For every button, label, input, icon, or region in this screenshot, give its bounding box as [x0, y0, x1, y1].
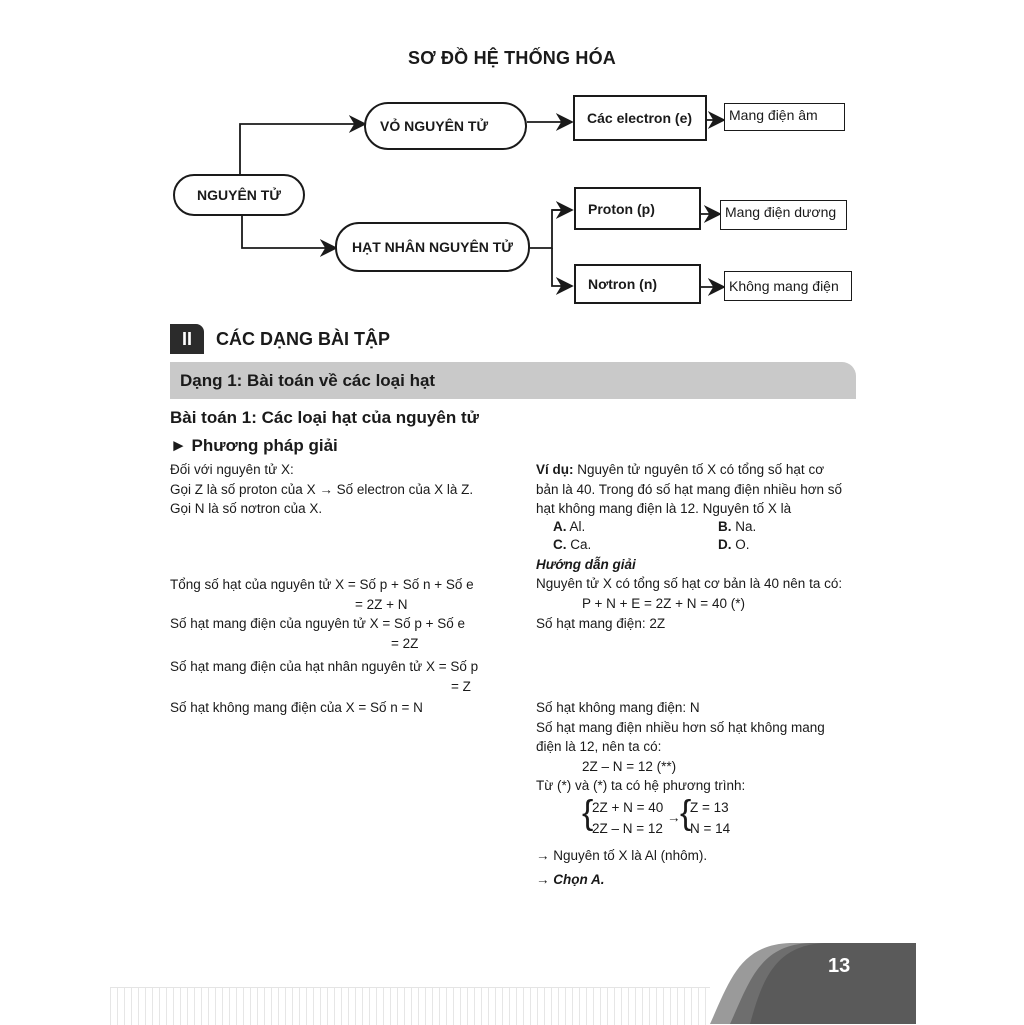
system-eq-2: 2Z – N = 12 [592, 821, 663, 836]
formula-total-result: = 2Z + N [355, 597, 408, 612]
option-d [718, 535, 750, 555]
solution-line-3: Số hạt mang điện: 2Z [536, 616, 666, 631]
phuong-phap-heading: ► Phương pháp giải [170, 436, 338, 455]
node-electron [573, 95, 707, 141]
diagram-connectors [0, 0, 1024, 320]
node-label: Proton (p) [588, 200, 655, 217]
dang-banner [170, 362, 856, 399]
answer-line [536, 870, 605, 890]
option-text: Na. [731, 519, 757, 534]
system-eq-1: 2Z + N = 40 [592, 800, 664, 815]
option-c [553, 535, 591, 555]
option-a [553, 517, 585, 537]
bai-toan-heading: Bài toán 1: Các loại hạt của nguyên tử [170, 408, 479, 427]
node-proton [574, 187, 701, 230]
node-hat-nhan [335, 222, 530, 272]
formula-total: Tổng số hạt của nguyên tử X = Số p + Số n + Số e [170, 577, 474, 592]
node-label: HẠT NHÂN NGUYÊN TỬ [352, 239, 513, 255]
node-label: NGUYÊN TỬ [197, 187, 281, 203]
system-result-2: N = 14 [690, 821, 731, 836]
brace-right: { [680, 794, 692, 832]
node-label: VỎ NGUYÊN TỬ [380, 118, 489, 134]
answer-text: Chọn A. [553, 872, 605, 887]
conclusion-line: → Nguyên tố X là Al (nhôm). [536, 848, 708, 863]
example-line-2: bản là 40. Trong đó số hạt mang điện nhiều hơn số [536, 482, 843, 497]
page-title: SƠ ĐỒ HỆ THỐNG HÓA [408, 48, 616, 68]
node-label: Không mang điện [729, 278, 839, 294]
option-letter: B. [718, 519, 732, 534]
node-label: Nơtron (n) [588, 276, 658, 292]
option-text: Al. [566, 519, 586, 534]
formula-nucleus: Số hạt mang điện của hạt nhân nguyên tử X = Số p [170, 659, 479, 674]
solution-eq-2: 2Z – N = 12 (**) [582, 759, 677, 774]
solution-line-8: Từ (*) và (*) ta có hệ phương trình: [536, 778, 746, 793]
section-badge: II [170, 324, 204, 354]
solution-line-1: Nguyên tử X có tổng số hạt cơ bản là 40 nên ta có: [536, 576, 843, 591]
example-label: Ví dụ: [536, 462, 574, 477]
section-title: CÁC DẠNG BÀI TẬP [216, 328, 390, 349]
formula-nucleus-result: = Z [451, 679, 471, 694]
solution-line-4: Số hạt không mang điện: N [536, 700, 700, 715]
formula-neutral: Số hạt không mang điện của X = Số n = N [170, 700, 423, 715]
formula-charged-result: = 2Z [391, 636, 419, 651]
node-label: Các electron (e) [587, 110, 693, 126]
formula-charged: Số hạt mang điện của nguyên tử X = Số p + Số e [170, 616, 465, 631]
footer-tab [700, 940, 916, 1024]
node-label: Mang điện âm [729, 107, 818, 123]
example-line-1 [536, 460, 824, 480]
solution-eq-1: P + N + E = 2Z + N = 40 (*) [582, 596, 745, 611]
solution-heading: Hướng dẫn giải [536, 557, 636, 572]
option-letter: D. [718, 537, 732, 552]
left-line-3: Gọi N là số nơtron của X. [170, 501, 323, 516]
solution-line-5: Số hạt mang điện nhiều hơn số hạt không mang [536, 720, 825, 735]
footer-pattern [110, 987, 710, 1025]
system-result-1: Z = 13 [690, 800, 729, 815]
node-vo-nguyen-tu [364, 102, 527, 150]
node-proton-charge [720, 200, 847, 230]
system-arrow: → [667, 810, 681, 825]
example-line-3: hạt không mang điện là 12. Nguyên tố X là [536, 501, 792, 516]
node-neutron [574, 264, 701, 304]
node-label: Mang điện dương [725, 204, 837, 220]
dang-title: Dạng 1: Bài toán về các loại hạt [180, 370, 436, 390]
solution-line-6: điện là 12, nên ta có: [536, 739, 662, 754]
node-electron-charge [724, 103, 845, 131]
section-header [170, 324, 390, 354]
node-nguyen-tu [173, 174, 305, 216]
option-text: Ca. [566, 537, 592, 552]
option-letter: A. [553, 519, 567, 534]
arrow-icon: → [536, 872, 554, 887]
page-number: 13 [828, 955, 851, 977]
option-text: O. [731, 537, 750, 552]
left-line-1: Đối với nguyên tử X: [170, 462, 294, 477]
node-neutron-charge [724, 271, 852, 301]
brace-left: { [582, 794, 594, 832]
option-b [718, 517, 756, 537]
example-text: Nguyên tử nguyên tố X có tổng số hạt cơ [573, 462, 825, 477]
left-line-2: Gọi Z là số proton của X → Số electron của X là Z. [170, 482, 474, 497]
option-letter: C. [553, 537, 567, 552]
